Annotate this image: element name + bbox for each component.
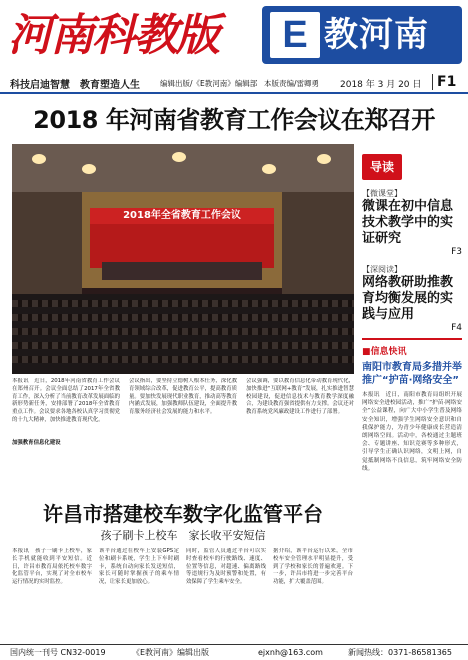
second-story-column: 该平台通过在校车上安装GPS定位和刷卡系统，学生上下车时刷卡，系统自动向家长发送短信，家长可随时掌握孩子的乘车情况，让家长更加放心。 bbox=[99, 548, 179, 586]
second-story-column: 本报讯 孩子一刷卡上校车，家长手机就能收到平安短信。近日，许昌市教育局依托校车数字化监管平台，实现了对全市校车运行情况的实时监控。 bbox=[12, 548, 92, 586]
ceiling-light bbox=[262, 164, 276, 174]
masthead-title: 河南科教版 bbox=[8, 10, 218, 61]
stage-dais bbox=[102, 262, 262, 280]
guide-item-page: F4 bbox=[451, 323, 462, 333]
news-flash-subtitle: 南阳市教育局多措并举推广“护苗·网络安全” bbox=[362, 362, 462, 386]
guide-item[interactable] bbox=[362, 188, 462, 257]
guide-item-page: F3 bbox=[451, 247, 462, 257]
ceiling-light bbox=[172, 152, 186, 162]
guide-item[interactable] bbox=[362, 264, 462, 333]
masthead bbox=[0, 0, 468, 72]
main-headline: 2018 年河南省教育工作会议在郑召开 bbox=[33, 106, 435, 134]
info-bar bbox=[0, 72, 468, 94]
guide-item-title: 网络教研助推教育均衡发展的实践与应用 bbox=[362, 275, 454, 322]
slogan: 科技启迪智慧 教育塑造人生 bbox=[10, 80, 140, 91]
news-flash-body: 本报讯 近日，南阳市教育局组织开展网络安全进校园活动，推广“护苗·网络安全”公益课程，向广大中小学生普及网络安全知识，增强学生网络安全意识和自我保护能力，为青少年健康成长营造清朗网络空间。活动中，各校通过主题班会、专题讲座、知识竞赛等多种形式，引导学生正确认识网络，文明上网，自觉抵制网络不良信息，筑牢网络安全防线。 bbox=[362, 392, 462, 472]
page-number: F1 bbox=[432, 74, 456, 90]
footer-issn: 国内统一刊号 CN32-0019 bbox=[10, 648, 106, 657]
issue-date: 2018 年 3 月 20 日 bbox=[340, 80, 422, 90]
footer-publisher: 《E教河南》编辑出版 bbox=[132, 648, 210, 657]
conference-banner: 2018年全省教育工作会议 bbox=[90, 208, 274, 224]
brand-letter-box bbox=[270, 12, 320, 58]
brand-letter: E bbox=[282, 14, 308, 56]
guide-sidebar bbox=[362, 144, 462, 334]
page-editor: 本版责编/雷卿勇 bbox=[264, 79, 320, 88]
masthead-title-block bbox=[8, 4, 258, 70]
guide-item-category: 【微课堂】 bbox=[362, 189, 402, 198]
second-story bbox=[12, 548, 354, 640]
ceiling-light bbox=[82, 164, 96, 174]
footer-hotline: 新闻热线：0371-86581365 bbox=[348, 648, 452, 657]
ceiling-light bbox=[32, 154, 46, 164]
conference-photo bbox=[12, 144, 354, 374]
lead-story-subheading: 加强教育信息化建设 bbox=[12, 440, 61, 446]
editor-credit: 编辑出版/《E教河南》编辑部 bbox=[160, 79, 258, 88]
guide-item-category: 【深阅读】 bbox=[362, 265, 402, 274]
lead-story-column: 本报讯 近日，2018年河南省教育工作会议在郑州召开。会议全面总结了2017年全省教育工作，深入分析了当前教育改革发展面临的新形势新任务，安排部署了2018年全省教育重点工作。会议要求各地各校认真学习贯彻党的十九大精神，加快推进教育现代化。 bbox=[12, 378, 120, 423]
second-story-column: 同时，监管人员通过平台可以实时查看校车的行驶路线、速度、位置等信息，对超速、偏离路线等违规行为及时预警和处置，有效保障了学生乘车安全。 bbox=[186, 548, 266, 586]
lead-story-column: 会议强调，要以教育信息化带动教育现代化，加快推进“互联网+教育”发展，扎实推进智慧校园建设，促进信息技术与教育教学深度融合，为建设教育强省提供有力支撑。会议还对教育系统党风廉政建设工作进行了部署。 bbox=[246, 378, 354, 416]
audience bbox=[12, 294, 354, 374]
second-subheadline: 孩子刷卡上校车 家长收平安短信 bbox=[100, 529, 266, 542]
lead-story bbox=[12, 378, 354, 434]
guide-label: 导读 bbox=[362, 154, 402, 180]
ceiling-light bbox=[317, 154, 331, 164]
brand-text: 教河南 bbox=[324, 15, 429, 55]
second-headline: 许昌市搭建校车数字化监管平台 bbox=[43, 502, 323, 526]
page-footer bbox=[0, 644, 468, 660]
lead-story-column: 会议指出，要坚持立德树人根本任务，深化教育领域综合改革，促进教育公平，提高教育质量。要加快发展现代职业教育，推动高等教育内涵式发展，加强教师队伍建设，全面提升教育服务经济社会发展的能力和水平。 bbox=[129, 378, 237, 416]
news-flash-heading: ■信息快讯 bbox=[362, 347, 407, 357]
news-flash-box bbox=[362, 338, 462, 644]
second-story-column: 据介绍，该平台运行以来，全市校车安全管理水平明显提升，受到了学校和家长的普遍欢迎。下一步，许昌市将进一步完善平台功能，扩大覆盖范围。 bbox=[273, 548, 353, 586]
footer-email[interactable]: ejxnh@163.com bbox=[258, 648, 323, 657]
brand-logo bbox=[262, 6, 462, 64]
guide-item-title: 微课在初中信息技术教学中的实证研究 bbox=[362, 199, 454, 246]
photo-ceiling bbox=[12, 144, 354, 192]
